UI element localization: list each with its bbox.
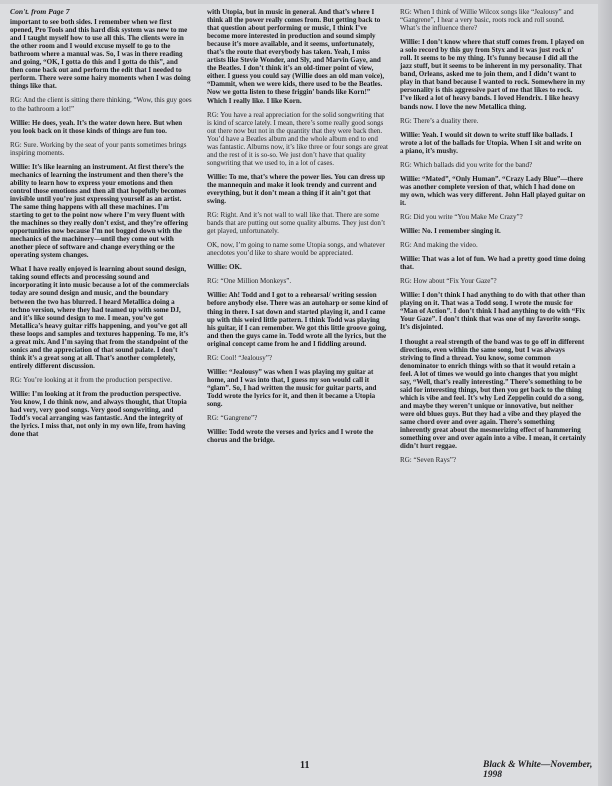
willie-paragraph: with Utopia, but in music in general. And that’s where I think all the power really comes from. But getting back to that question about performing or music, I think I’ve become more interested in production and sound simply because it’s more available, and it seems, unfortunately, that’s the route that everybody has taken. Yeah, I miss artists like Stevie Wonder, and Sly, and Marvin Gaye, and the Beatles. I don’t think it’s an old-timer point of view, either. I guess you could say (Willie does an old man voice), “Dammit, when we were kids, there used to be the Beatles. Now we gotta listen to these friggin’ bands like Korn!” Which I really like. I like Korn. bbox=[207, 8, 385, 105]
willie-paragraph: important to see both sides. I remember when we first opened, Pro Tools and this hard disk system was new to me and I taught myself how to use all this. The clients were in the other room and I would excuse myself to go to the bathroom where a manual was. So, I was in there reading and going, “OK, I gotta do this and I gotta do this”, and then come back out and perform the edit that I needed to perform. There were some hairy moments when I was doing things like that. bbox=[10, 18, 191, 91]
interviewer-paragraph: RG: And the client is sitting there thinking, “Wow, this guy goes to the bathroom a lot!” bbox=[10, 96, 192, 113]
interviewer-paragraph: RG: When I think of Willie Wilcox songs like “Jealousy” and “Gangrene”, I hear a very basic, roots rock and roll sound. What’s the influence there? bbox=[400, 8, 574, 33]
willie-paragraph: Willie: No. I remember singing it. bbox=[400, 227, 501, 236]
willie-paragraph: Willie: I don’t think I had anything to do with that other than playing on it. That was a Todd song. I wrote the music for “Man of Action”. I don’t think I had anything to do with “Fix Your Gaze”. I don’t think that was one of my favorite songs. It’s disjointed. bbox=[400, 291, 586, 332]
page-edge bbox=[0, 0, 612, 4]
interviewer-paragraph: RG: Did you write “You Make Me Crazy”? bbox=[400, 212, 523, 221]
masthead-footer: Black & White—November, 1998 bbox=[483, 760, 593, 780]
interviewer-paragraph: RG: “Gangrene”? bbox=[207, 414, 258, 423]
continued-from-label: Con't. from Page 7 bbox=[10, 7, 70, 16]
interviewer-paragraph: RG: Sure. Working by the seat of your pants sometimes brings inspiring moments. bbox=[10, 140, 187, 157]
willie-paragraph: Willie: Yeah. I would sit down to write stuff like ballads. I wrote a lot of the ballads for Utopia. When I sit and write on a piano, it’s mushy. bbox=[400, 130, 582, 155]
interviewer-paragraph: RG: Which ballads did you write for the band? bbox=[400, 160, 533, 169]
willie-paragraph: Willie: That was a lot of fun. We had a pretty good time doing that. bbox=[400, 255, 586, 272]
column-1-text bbox=[10, 18, 192, 438]
willie-paragraph: Willie: It’s like learning an instrument. At first there’s the mechanics of learning the instrument and then there’s the ability to learn how to express your emotions and then control those emotions and then all that hopefully becomes invisible until you’re just expressing yourself as an artist. The same thing happens with all these machines. I’m starting to get to the point now where I’m very fluent with the machines so they really don’t exist, and they’re offering opportunities now because I’m not bogged down with the mechanics of the machinery—until they come out with another piece of software and change everything or the operating system changes. bbox=[10, 162, 188, 260]
column-2 bbox=[207, 8, 389, 450]
willie-paragraph: Willie: “Jealousy” was when I was playing my guitar at home, and I was into that, I guess my son would call it “glam”. So, I had written the music for guitar parts, and Todd wrote the lyrics for it, and then it became a Utopia song. bbox=[207, 367, 377, 408]
willie-paragraph: Willie: I don’t know where that stuff comes from. I played on a solo record by this guy from Styx and it was just rock n’ roll. It seems to be my thing. It’s funny because I did all the jazz stuff, but it seems to be inherent in my personality. That band, Orleans, asked me to join them, and I didn’t want to play in that band because I wanted to rock. Somewhere in my personality is this aggressive part of me that likes to rock. I’ve liked a lot of heavy bands. I loved Hendrix. I like heavy bands now. I love the new Metallica thing. bbox=[400, 38, 585, 111]
willie-paragraph: Willie: Ah! Todd and I got to a rehearsal/ writing session before anybody else. There was an autoharp or some kind of thing in there. I sat down and started playing it, and I came up with this weird little pattern. I think Todd was playing his guitar, if I can remember. We got this little groove going, and then the guys came in. Todd wrote all the lyrics, but the original concept came from he and I fiddling around. bbox=[207, 291, 388, 348]
interviewer-paragraph: RG: “One Million Monkeys”. bbox=[207, 277, 292, 286]
interviewer-paragraph: RG: How about “Fix Your Gaze”? bbox=[400, 277, 497, 286]
interviewer-paragraph: RG: Right. And it’s not wall to wall like that. There are some bands that are putting out some quality albums. They just don’t get played, unfortunately. bbox=[207, 211, 386, 236]
willie-paragraph: Willie: “Mated”, “Only Human”. “Crazy Lady Blue”—there was another complete version of that, which I had done on my own, which was very different. John Hall played guitar on it. bbox=[400, 174, 586, 207]
willie-paragraph: Willie: To me, that’s where the power lies. You can dress up the mannequin and make it look trendy and current and everything, but it don’t mean a thing if it ain’t got that swing. bbox=[207, 172, 386, 206]
willie-paragraph: Willie: OK. bbox=[207, 263, 242, 272]
interviewer-paragraph: RG: You’re looking at it from the production perspective. bbox=[10, 375, 173, 384]
interviewer-paragraph: RG: And making the video. bbox=[400, 241, 478, 250]
column-1 bbox=[10, 8, 192, 444]
willie-paragraph: Willie: Todd wrote the verses and lyrics and I wrote the chorus and the bridge. bbox=[207, 428, 374, 445]
column-3-text bbox=[400, 8, 586, 464]
page-number: 11 bbox=[300, 760, 310, 771]
page-fold-shadow bbox=[598, 0, 612, 786]
willie-paragraph: Willie: I’m looking at it from the production perspective. You know, I do think now, and always thought, that Utopia had very, very good songs. Very good songwriting, and Todd’s vocal arranging was fantastic. And the integrity of the lyrics. I miss that, not only in my own life, from having done that bbox=[10, 389, 187, 439]
willie-paragraph: What I have really enjoyed is learning about sound design, taking sound effects and processing sound and incorporating it into music because a lot of the commercials today are sound design and music, and the boundary between the two has blurred. I heard Metallica doing a techno version, where they had teamed up with some DJ, and it’s like sound design to me. I mean, you’ve got Metallica’s heavy guitar riffs happening, and you’ve got all these loops and samples and textures happening. To me, it’s a great mix. And I’m saying that from the standpoint of the sonics and the appreciation of that sound palate. I don’t think it’s a great song at all. That’s another completely, entirely different discussion. bbox=[10, 265, 189, 370]
column-3 bbox=[400, 8, 586, 470]
interviewer-paragraph: OK, now, I’m going to name some Utopia songs, and whatever anecdotes you’d like to share would be appreciated. bbox=[207, 241, 385, 258]
interviewer-paragraph: RG: There’s a duality there. bbox=[400, 116, 479, 125]
interviewer-paragraph: RG: “Seven Rays”? bbox=[400, 456, 456, 465]
column-2-text bbox=[207, 8, 389, 444]
willie-paragraph: I thought a real strength of the band was to go off in different directions, even within the same song, but I was always striving to find a thread. You know, some common denominator to enrich things with so that it would retain a feel. A lot of times we would go into changes that you might say, “Well, that’s really interesting.” There’s something to be said for interesting things, but then you get back to the thing which is vibe and feel. It’s why Led Zeppelin could do a song, and maybe they weren’t unique or innovative, but neither were old blues guys. But they had a vibe and they played the same chord over and over again. There’s something inherently great about the mesmerizing effect of hammering something over and over again into a vibe. I mean, it certainly didn’t hurt reggae. bbox=[400, 337, 586, 451]
willie-paragraph: Willie: He does, yeah. It’s the water down here. But when you look back on it those kinds of things are fun too. bbox=[10, 118, 183, 135]
interviewer-paragraph: RG: Cool! “Jealousy”? bbox=[207, 353, 272, 362]
interviewer-paragraph: RG: You have a real appreciation for the solid songwriting that is kind of scarce lately. I mean, there’s some really good songs out there now but not in the quantity that they were back then. You’d have a Beatles album and the whole album end to end was fantastic. Albums now, it’s like three or four songs are great and the rest of it is so-so. We just don’t have that quality songwriting that we used to, in a lot of cases. bbox=[207, 110, 388, 167]
